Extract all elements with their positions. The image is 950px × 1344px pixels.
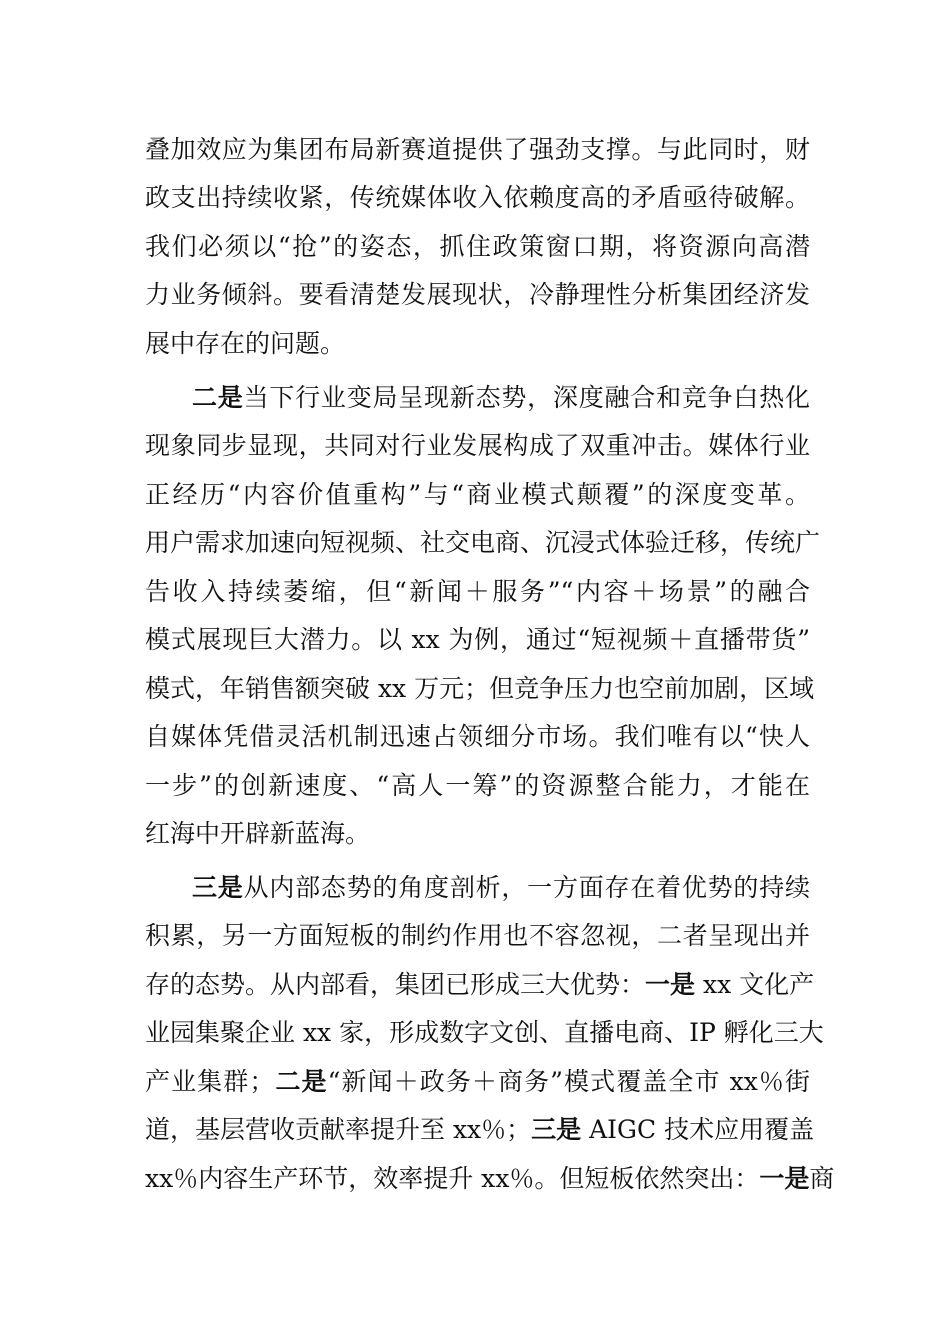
text-line: 模式，年销售额突破 xx 万元；但竞争压力也空前加剧，区域 (145, 674, 815, 703)
bold-marker: 一是 (645, 970, 696, 999)
bold-marker: 二是 (274, 1067, 328, 1096)
text-line (145, 1062, 810, 1102)
paragraph-lead: 三是 (192, 873, 244, 902)
text-span: 存的态势。从内部看，集团已形成三大优势： (145, 970, 646, 999)
text-span: xx 文化产 (695, 970, 815, 999)
text-line (145, 1159, 835, 1199)
paragraph-first-line (192, 868, 810, 908)
text-span: 商 (809, 1164, 835, 1193)
text-line: 展中存在的问题。 (145, 329, 346, 358)
text-span: 当下行业变局呈现新态势，深度融合和竞争白热化 (243, 383, 810, 412)
text-span: 道，基层营收贡献率提升至 xx％； (145, 1115, 532, 1144)
text-line: 用户需求加速向短视频、社交电商、沉浸式体验迁移，传统广 (145, 528, 821, 557)
text-line: 政支出持续收紧，传统媒体收入依赖度高的矛盾亟待破解。 (145, 183, 810, 212)
text-span: xx％内容生产环节，效率提升 xx％。但短板依然突出： (145, 1164, 760, 1193)
paragraph-lead: 二是 (192, 383, 244, 412)
text-span: AIGC 技术应用覆盖 (581, 1115, 815, 1144)
text-span: 从内部态势的角度剖析，一方面存在着优势的持续 (243, 873, 810, 902)
text-line: 告收入持续萎缩，但“新闻＋服务”“内容＋场景”的融合 (145, 577, 811, 606)
text-line (145, 965, 815, 1005)
text-line: 一步”的创新速度、“高人一筹”的资源整合能力，才能在 (145, 771, 810, 800)
text-line: 红海中开辟新蓝海。 (145, 819, 371, 848)
bold-marker: 一是 (759, 1164, 810, 1193)
text-span: “新闻＋政务＋商务”模式覆盖全市 xx％街 (327, 1067, 810, 1096)
text-line: 现象同步显现，共同对行业发展构成了双重冲击。媒体行业 (145, 431, 810, 460)
bold-marker: 三是 (531, 1115, 582, 1144)
text-line (145, 1110, 815, 1150)
text-line: 自媒体凭借灵活机制迅速占领细分市场。我们唯有以“快人 (145, 722, 810, 751)
paragraph-first-line (192, 378, 810, 418)
text-line: 积累，另一方面短板的制约作用也不容忽视，二者呈现出并 (145, 921, 810, 950)
text-line: 叠加效应为集团布局新赛道提供了强劲支撑。与此同时，财 (145, 135, 810, 164)
text-line: 力业务倾斜。要看清楚发展现状，冷静理性分析集团经济发 (145, 280, 810, 309)
text-line: 业园集聚企业 xx 家，形成数字文创、直播电商、IP 孵化三大 (145, 1018, 824, 1047)
text-span: 产业集群； (145, 1067, 275, 1096)
text-line: 正经历“内容价值重构”与“商业模式颠覆”的深度变革。 (145, 480, 810, 509)
text-line: 模式展现巨大潜力。以 xx 为例，通过“短视频＋直播带货” (145, 625, 810, 654)
text-line: 我们必须以“抢”的姿态，抓住政策窗口期，将资源向高潜 (145, 232, 810, 261)
